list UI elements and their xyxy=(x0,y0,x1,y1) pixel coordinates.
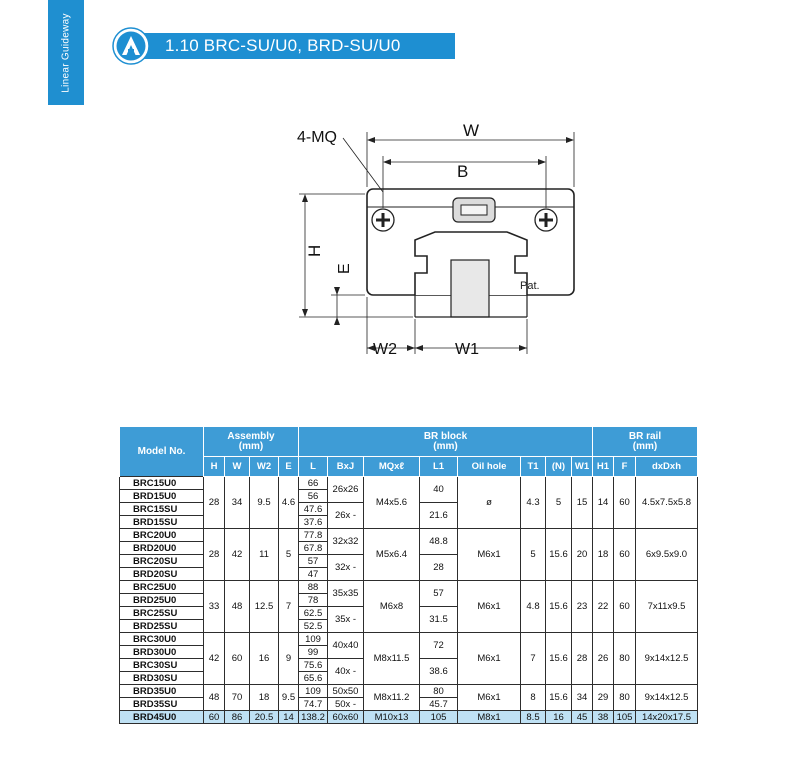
cell-w2: 20.5 xyxy=(250,711,279,724)
cell-mq: M5x6.4 xyxy=(364,529,420,581)
cell-l1: 105 xyxy=(420,711,458,724)
col-t1: T1 xyxy=(521,457,546,477)
cell-l: 65.6 xyxy=(299,672,328,685)
cell-w: 48 xyxy=(225,581,250,633)
cell-f: 60 xyxy=(614,477,636,529)
col-dxdxh: dxDxh xyxy=(636,457,698,477)
col-oil-hole: Oil hole xyxy=(458,457,521,477)
cell-bxj: 40x - xyxy=(328,659,364,685)
cell-l: 109 xyxy=(299,633,328,646)
cell-n: 15.6 xyxy=(546,633,572,685)
cell-bxj: 32x - xyxy=(328,555,364,581)
col-w2: W2 xyxy=(250,457,279,477)
side-tab-label: Linear Guideway xyxy=(60,12,72,93)
cell-l: 47.6 xyxy=(299,503,328,516)
cell-h: 33 xyxy=(204,581,225,633)
cell-l: 99 xyxy=(299,646,328,659)
cell-t1: 4.8 xyxy=(521,581,546,633)
cell-l: 74.7 xyxy=(299,698,328,711)
svg-text:E: E xyxy=(336,263,353,274)
col-w: W xyxy=(225,457,250,477)
cell-l1: 72 xyxy=(420,633,458,659)
model-cell: BRD25U0 xyxy=(120,594,204,607)
cell-mq: M8x11.5 xyxy=(364,633,420,685)
cell-t1: 5 xyxy=(521,529,546,581)
cell-bxj: 60x60 xyxy=(328,711,364,724)
svg-text:W1: W1 xyxy=(455,341,479,358)
page-title: 1.10 BRC-SU/U0, BRD-SU/U0 xyxy=(165,36,401,55)
cell-t1: 8 xyxy=(521,685,546,711)
cell-bxj: 26x26 xyxy=(328,477,364,503)
model-cell: BRD20U0 xyxy=(120,542,204,555)
svg-text:B: B xyxy=(457,162,469,181)
model-cell: BRC15SU xyxy=(120,503,204,516)
cell-bxj: 50x50 xyxy=(328,685,364,698)
col-h: H xyxy=(204,457,225,477)
cell-f: 105 xyxy=(614,711,636,724)
cell-l: 67.8 xyxy=(299,542,328,555)
cell-f: 60 xyxy=(614,529,636,581)
cell-w: 70 xyxy=(225,685,250,711)
cell-oil-hole: M6x1 xyxy=(458,581,521,633)
col-n: (N) xyxy=(546,457,572,477)
cell-f: 60 xyxy=(614,581,636,633)
rail-header: BR rail (mm) xyxy=(593,427,698,457)
cell-h: 42 xyxy=(204,633,225,685)
cell-h1: 38 xyxy=(593,711,614,724)
cell-dxdxh: 9x14x12.5 xyxy=(636,685,698,711)
cell-e: 14 xyxy=(279,711,299,724)
table-row xyxy=(120,711,698,724)
cell-f: 80 xyxy=(614,633,636,685)
assembly-header: Assembly (mm) xyxy=(204,427,299,457)
cell-dxdxh: 4.5x7.5x5.8 xyxy=(636,477,698,529)
cell-oil-hole: M6x1 xyxy=(458,685,521,711)
cell-h1: 22 xyxy=(593,581,614,633)
model-cell: BRC30U0 xyxy=(120,633,204,646)
col-h1: H1 xyxy=(593,457,614,477)
cell-t1: 4.3 xyxy=(521,477,546,529)
cell-w: 86 xyxy=(225,711,250,724)
cell-w1: 20 xyxy=(572,529,593,581)
cell-e: 7 xyxy=(279,581,299,633)
cell-n: 15.6 xyxy=(546,529,572,581)
cell-bxj: 40x40 xyxy=(328,633,364,659)
cell-l: 37.6 xyxy=(299,516,328,529)
cell-w: 34 xyxy=(225,477,250,529)
cell-l: 62.5 xyxy=(299,607,328,620)
cell-mq: M8x11.2 xyxy=(364,685,420,711)
cell-e: 9.5 xyxy=(279,685,299,711)
cell-t1: 8.5 xyxy=(521,711,546,724)
cell-e: 4.6 xyxy=(279,477,299,529)
cell-l: 138.2 xyxy=(299,711,328,724)
cell-h1: 18 xyxy=(593,529,614,581)
col-e: E xyxy=(279,457,299,477)
model-header: Model No. xyxy=(120,427,204,477)
model-cell: BRD15SU xyxy=(120,516,204,529)
svg-text:W: W xyxy=(463,121,480,140)
cell-l: 75.6 xyxy=(299,659,328,672)
table-row xyxy=(120,685,698,698)
cell-bxj: 26x - xyxy=(328,503,364,529)
cell-oil-hole: M6x1 xyxy=(458,633,521,685)
cell-l: 66 xyxy=(299,477,328,490)
cell-h: 48 xyxy=(204,685,225,711)
brand-logo-icon xyxy=(112,27,150,65)
cell-w1: 23 xyxy=(572,581,593,633)
col-l1: L1 xyxy=(420,457,458,477)
cell-n: 16 xyxy=(546,711,572,724)
cell-dxdxh: 7x11x9.5 xyxy=(636,581,698,633)
cell-h1: 29 xyxy=(593,685,614,711)
cell-w2: 11 xyxy=(250,529,279,581)
cell-e: 5 xyxy=(279,529,299,581)
model-cell: BRD30SU xyxy=(120,672,204,685)
cell-l1: 45.7 xyxy=(420,698,458,711)
model-cell: BRD45U0 xyxy=(120,711,204,724)
cell-h: 28 xyxy=(204,529,225,581)
cell-l1: 48.8 xyxy=(420,529,458,555)
cell-w2: 9.5 xyxy=(250,477,279,529)
cell-bxj: 35x35 xyxy=(328,581,364,607)
model-cell: BRC25U0 xyxy=(120,581,204,594)
cell-h: 28 xyxy=(204,477,225,529)
cell-bxj: 32x32 xyxy=(328,529,364,555)
cell-mq: M6x8 xyxy=(364,581,420,633)
cell-dxdxh: 14x20x17.5 xyxy=(636,711,698,724)
col-f: F xyxy=(614,457,636,477)
block-header: BR block (mm) xyxy=(299,427,593,457)
cell-w1: 28 xyxy=(572,633,593,685)
section-side-tab xyxy=(48,0,84,105)
cell-h: 60 xyxy=(204,711,225,724)
cell-oil-hole: M8x1 xyxy=(458,711,521,724)
cell-l1: 80 xyxy=(420,685,458,698)
model-cell: BRC30SU xyxy=(120,659,204,672)
col-l: L xyxy=(299,457,328,477)
table-row xyxy=(120,633,698,646)
model-cell: BRD30U0 xyxy=(120,646,204,659)
table-row xyxy=(120,477,698,490)
table-body xyxy=(120,477,698,724)
cell-n: 15.6 xyxy=(546,581,572,633)
specification-table xyxy=(119,426,698,724)
cell-l1: 38.6 xyxy=(420,659,458,685)
model-cell: BRD20SU xyxy=(120,568,204,581)
cell-l: 109 xyxy=(299,685,328,698)
cell-w1: 34 xyxy=(572,685,593,711)
cell-mq: M10x13 xyxy=(364,711,420,724)
cell-l: 47 xyxy=(299,568,328,581)
svg-text:H: H xyxy=(305,244,324,257)
table-row xyxy=(120,529,698,542)
cell-w: 60 xyxy=(225,633,250,685)
col-bxj: BxJ xyxy=(328,457,364,477)
cell-l: 52.5 xyxy=(299,620,328,633)
col-w1: W1 xyxy=(572,457,593,477)
cell-w2: 18 xyxy=(250,685,279,711)
cell-e: 9 xyxy=(279,633,299,685)
cell-w2: 16 xyxy=(250,633,279,685)
model-cell: BRD15U0 xyxy=(120,490,204,503)
cell-l: 78 xyxy=(299,594,328,607)
cell-w: 42 xyxy=(225,529,250,581)
cell-dxdxh: 6x9.5x9.0 xyxy=(636,529,698,581)
cell-t1: 7 xyxy=(521,633,546,685)
cell-w2: 12.5 xyxy=(250,581,279,633)
cell-f: 80 xyxy=(614,685,636,711)
cell-bxj: 50x - xyxy=(328,698,364,711)
cell-l1: 28 xyxy=(420,555,458,581)
cell-oil-hole: ø xyxy=(458,477,521,529)
cell-l1: 57 xyxy=(420,581,458,607)
cell-l1: 31.5 xyxy=(420,607,458,633)
model-cell: BRD35SU xyxy=(120,698,204,711)
cell-n: 15.6 xyxy=(546,685,572,711)
model-cell: BRC25SU xyxy=(120,607,204,620)
model-cell: BRC20SU xyxy=(120,555,204,568)
svg-text:4-MQ: 4-MQ xyxy=(297,129,337,146)
cell-h1: 26 xyxy=(593,633,614,685)
model-cell: BRD25SU xyxy=(120,620,204,633)
cell-l1: 40 xyxy=(420,477,458,503)
cell-l1: 21.6 xyxy=(420,503,458,529)
cell-l: 88 xyxy=(299,581,328,594)
cell-w1: 15 xyxy=(572,477,593,529)
cell-h1: 14 xyxy=(593,477,614,529)
cell-mq: M4x5.6 xyxy=(364,477,420,529)
cell-dxdxh: 9x14x12.5 xyxy=(636,633,698,685)
cell-oil-hole: M6x1 xyxy=(458,529,521,581)
cell-bxj: 35x - xyxy=(328,607,364,633)
model-cell: BRD35U0 xyxy=(120,685,204,698)
model-cell: BRC20U0 xyxy=(120,529,204,542)
cell-l: 56 xyxy=(299,490,328,503)
cell-w1: 45 xyxy=(572,711,593,724)
col-mq: MQxℓ xyxy=(364,457,420,477)
model-cell: BRC15U0 xyxy=(120,477,204,490)
guideway-dimension-drawing xyxy=(255,112,615,372)
svg-text:Pat.: Pat. xyxy=(520,280,540,292)
table-row xyxy=(120,581,698,594)
cell-l: 77.8 xyxy=(299,529,328,542)
svg-text:W2: W2 xyxy=(373,341,397,358)
cell-n: 5 xyxy=(546,477,572,529)
cell-l: 57 xyxy=(299,555,328,568)
